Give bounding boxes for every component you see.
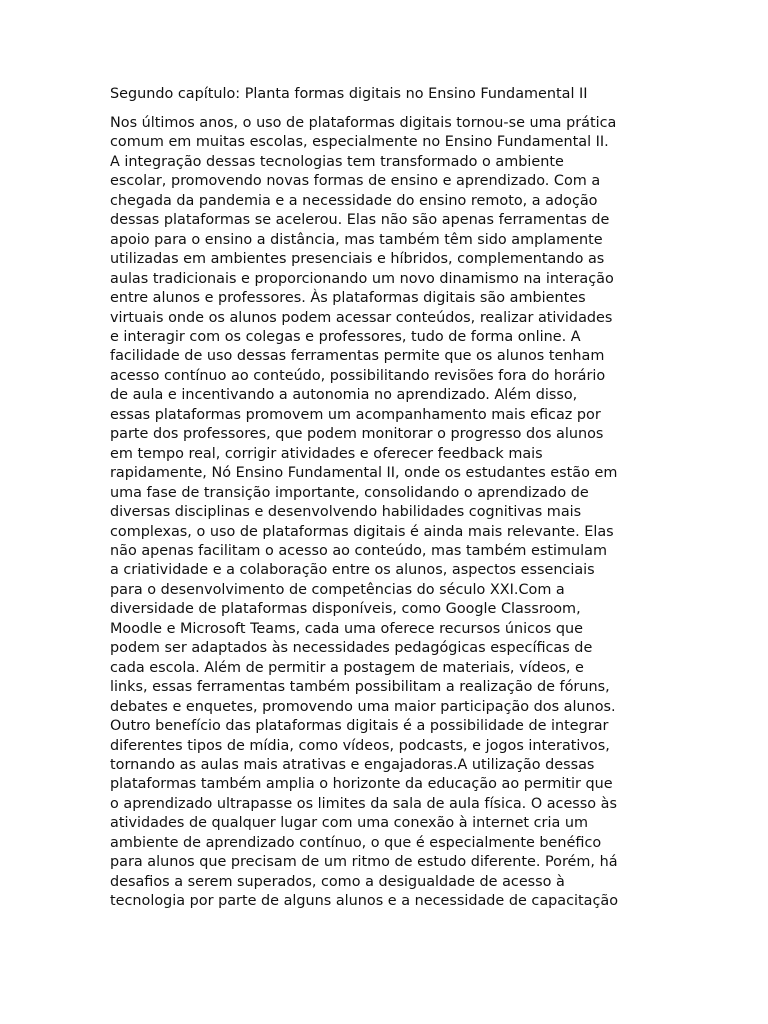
- text-line: e interagir com os colegas e professores, tudo de forma online. A: [110, 328, 581, 345]
- text-line: Outro benefício das plataformas digitais é a possibilidade de integrar: [110, 718, 609, 735]
- chapter-title: Segundo capítulo: Planta formas digitais no Ensino Fundamental II: [110, 86, 588, 102]
- text-line: não apenas facilitam o acesso ao conteúdo, mas também estimulam: [110, 542, 607, 559]
- text-line: podem ser adaptados às necessidades pedagógicas específicas de: [110, 640, 593, 657]
- text-line: diferentes tipos de mídia, como vídeos, podcasts, e jogos interativos,: [110, 737, 610, 754]
- text-line: diversidade de plataformas disponíveis, como Google Classroom,: [110, 601, 581, 618]
- text-line: complexas, o uso de plataformas digitais é ainda mais relevante. Elas: [110, 523, 614, 540]
- text-line: essas plataformas promovem um acompanhamento mais eficaz por: [110, 406, 601, 423]
- text-line: para o desenvolvimento de competências do século XXI.Com a: [110, 581, 565, 598]
- document-page: [110, 84, 662, 912]
- text-line: cada escola. Além de permitir a postagem de materiais, vídeos, e: [110, 659, 584, 676]
- text-line: chegada da pandemia e a necessidade do ensino remoto, a adoção: [110, 192, 598, 209]
- text-line: Moodle e Microsoft Teams, cada uma oferece recursos únicos que: [110, 620, 583, 637]
- text-line: utilizadas em ambientes presenciais e híbridos, complementando as: [110, 251, 605, 268]
- text-line: dessas plataformas se acelerou. Elas não são apenas ferramentas de: [110, 212, 610, 229]
- text-line: parte dos professores, que podem monitorar o progresso dos alunos: [110, 426, 604, 443]
- text-line: A integração dessas tecnologias tem transformado o ambiente: [110, 153, 564, 170]
- text-line: desafios a serem superados, como a desigualdade de acesso à: [110, 873, 565, 890]
- text-line: tecnologia por parte de alguns alunos e a necessidade de capacitação: [110, 893, 619, 910]
- text-line: ambiente de aprendizado contínuo, o que é especialmente benéfico: [110, 834, 602, 851]
- text-line: virtuais onde os alunos podem acessar conteúdos, realizar atividades: [110, 309, 613, 326]
- text-line: rapidamente, Nó Ensino Fundamental II, onde os estudantes estão em: [110, 465, 618, 482]
- text-line: em tempo real, corrigir atividades e oferecer feedback mais: [110, 445, 543, 462]
- text-line: atividades de qualquer lugar com uma conexão à internet cria um: [110, 815, 588, 832]
- text-line: acesso contínuo ao conteúdo, possibilitando revisões fora do horário: [110, 367, 606, 384]
- body-paragraph: [110, 114, 662, 912]
- text-line: diversas disciplinas e desenvolvendo habilidades cognitivas mais: [110, 504, 582, 521]
- text-line: Nos últimos anos, o uso de plataformas digitais tornou-se uma prática: [110, 115, 617, 131]
- text-line: de aula e incentivando a autonomia no aprendizado. Além disso,: [110, 387, 578, 404]
- text-line: para alunos que precisam de um ritmo de estudo diferente. Porém, há: [110, 854, 618, 871]
- text-line: apoio para o ensino a distância, mas também têm sido amplamente: [110, 231, 603, 248]
- text-line: aulas tradicionais e proporcionando um novo dinamismo na interação: [110, 270, 614, 287]
- text-line: escolar, promovendo novas formas de ensino e aprendizado. Com a: [110, 173, 601, 190]
- text-line: entre alunos e professores. Às plataformas digitais são ambientes: [110, 290, 586, 307]
- text-line: links, essas ferramentas também possibilitam a realização de fóruns,: [110, 679, 610, 696]
- text-line: uma fase de transição importante, consolidando o aprendizado de: [110, 484, 589, 501]
- text-line: a criatividade e a colaboração entre os alunos, aspectos essenciais: [110, 562, 595, 579]
- text-line: debates e enquetes, promovendo uma maior participação dos alunos.: [110, 698, 616, 715]
- text-line: facilidade de uso dessas ferramentas permite que os alunos tenham: [110, 348, 605, 365]
- text-line: tornando as aulas mais atrativas e engajadoras.A utilização dessas: [110, 756, 595, 773]
- text-line: plataformas também amplia o horizonte da educação ao permitir que: [110, 776, 613, 793]
- text-line: o aprendizado ultrapasse os limites da sala de aula física. O acesso às: [110, 795, 617, 812]
- text-line: comum em muitas escolas, especialmente no Ensino Fundamental II.: [110, 134, 609, 151]
